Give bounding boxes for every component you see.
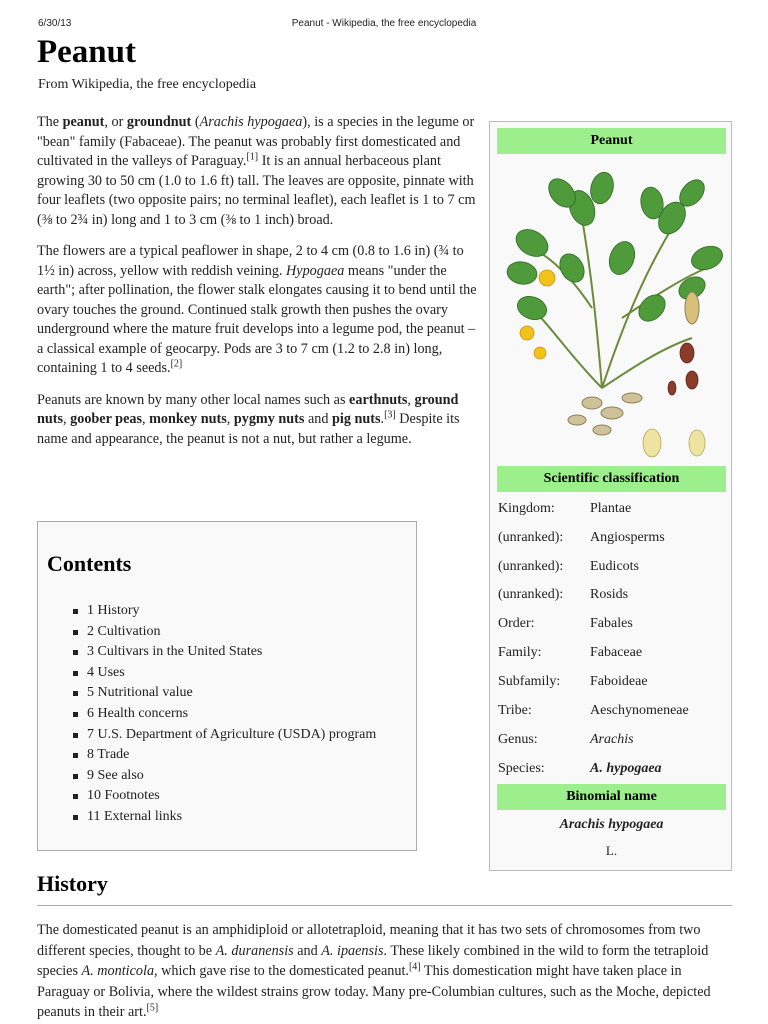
toc-item[interactable]: 4 Uses	[73, 663, 376, 684]
article-intro	[37, 113, 477, 461]
table-of-contents	[37, 521, 417, 851]
taxon-link[interactable]: Arachis	[590, 732, 634, 747]
toc-list	[73, 601, 376, 828]
binomial-authority[interactable]: L.	[605, 843, 618, 858]
taxobox-title: Peanut	[497, 128, 726, 154]
term-peanut: peanut	[62, 114, 105, 130]
classification-row-tribe: Tribe: Aeschynomeneae	[497, 696, 726, 725]
reference-link[interactable]: [3]	[384, 409, 396, 421]
print-date: 6/30/13	[38, 18, 72, 29]
toc-item[interactable]: 2 Cultivation	[73, 622, 376, 643]
taxon-link[interactable]: Plantae	[590, 501, 632, 516]
section-divider	[37, 905, 732, 906]
intro-paragraph-2: The flowers are a typical peaflower in shape, 2 to 4 cm (0.8 to 1.6 in) (¾ to 1½ in) across, yellow with reddish veining. Hypogaea means "under the earth"; after pollination, the flower stalk elongates causing it to bend until the ovary touches the ground. Continued stalk growth then pushes the ovary underground where the mature fruit develops into a legume pod, the peanut – a classical example of geocarpy. Pods are 3 to 7 cm (1.2 to 2.8 in) long, containing 1 to 4 seeds.[2]	[37, 243, 477, 376]
section-heading-history: History	[37, 871, 108, 896]
taxon-link[interactable]: Rosids	[590, 587, 629, 602]
classification-row-kingdom: Kingdom: Plantae	[497, 494, 726, 523]
toc-item[interactable]: 9 See also	[73, 766, 376, 787]
classification-row-unranked: (unranked): Rosids	[497, 580, 726, 609]
toc-item[interactable]: 8 Trade	[73, 745, 376, 766]
scientific-classification-header: Scientific classification	[497, 466, 726, 492]
toc-item[interactable]: 10 Footnotes	[73, 786, 376, 807]
classification-row-unranked: (unranked): Eudicots	[497, 552, 726, 581]
toc-item[interactable]: 5 Nutritional value	[73, 683, 376, 704]
binomial-name: Arachis hypogaea	[559, 817, 664, 832]
species-name: A. hypogaea	[590, 761, 662, 776]
peanut-plant-illustration[interactable]	[502, 158, 724, 463]
toc-item[interactable]: 11 External links	[73, 807, 376, 828]
classification-row-unranked: (unranked): Angiosperms	[497, 523, 726, 552]
reference-link[interactable]: [5]	[146, 1002, 159, 1014]
term-groundnut: groundnut	[126, 114, 192, 130]
article-title: Peanut	[37, 34, 136, 70]
article-subtitle: From Wikipedia, the free encyclopedia	[38, 77, 257, 92]
taxon-link[interactable]: Aeschynomeneae	[590, 703, 689, 718]
taxon-link[interactable]: Eudicots	[590, 559, 639, 574]
classification-row-genus: Genus: Arachis	[497, 725, 726, 754]
print-page-title: Peanut - Wikipedia, the free encyclopedia	[291, 18, 477, 29]
intro-paragraph-3: Peanuts are known by many other local names such as earthnuts, ground nuts, goober peas, monkey nuts, pygmy nuts and pig nuts.[3] Despite its name and appearance, the peanut is not a nut, but rather a legume.	[37, 391, 460, 447]
intro-paragraph-1: The peanut, or groundnut (Arachis hypogaea), is a species in the legume or "bean" family (Fabaceae). The peanut was probably first domesticated and cultivated in the valleys of Paraguay.[1] It is an annual herbaceous plant growing 30 to 50 cm (1.0 to 1.6 ft) tall. The leaves are opposite, pinnate with four leaflets (two opposite pairs; no terminal leaflet), each leaflet is 1 to 7 cm (⅜ to 2¾ in) long and 1 to 3 cm (⅜ to 1 inch) broad.	[37, 114, 476, 228]
history-paragraph: The domesticated peanut is an amphidiploid or allotetraploid, meaning that it has two sets of chromosomes from two different species, thought to be A. duranensis and A. ipaensis. These likely combined in the wild to form the tetraploid species A. monticola, which gave rise to the domesticated peanut.[4] This domestication might have taken place in Paraguay or Bolivia, where the wildest strains grow today. Many pre-Columbian cultures, such as the Moche, depicted peanuts in their art.[5]	[37, 922, 711, 1020]
binomial-name-header: Binomial name	[497, 784, 726, 810]
reference-link[interactable]: [2]	[170, 358, 183, 370]
classification-row-order: Order: Fabales	[497, 609, 726, 638]
toc-item[interactable]: 1 History	[73, 601, 376, 622]
classification-row-subfamily: Subfamily: Faboideae	[497, 667, 726, 696]
binomial-ref: Arachis hypogaea	[199, 114, 303, 130]
toc-title: Contents	[47, 551, 132, 576]
classification-row-family: Family: Fabaceae	[497, 638, 726, 667]
reference-link[interactable]: [4]	[408, 961, 421, 973]
taxon-link[interactable]: Faboideae	[590, 674, 648, 689]
reference-link[interactable]: [1]	[246, 151, 259, 163]
classification-row-species: Species: A. hypogaea	[498, 761, 662, 776]
toc-item[interactable]: 3 Cultivars in the United States	[73, 642, 376, 663]
toc-item[interactable]: 6 Health concerns	[73, 704, 376, 725]
taxon-link[interactable]: Fabales	[590, 616, 633, 631]
taxon-link[interactable]: Fabaceae	[590, 645, 643, 660]
taxon-link[interactable]: Angiosperms	[590, 530, 665, 545]
taxobox	[489, 121, 732, 871]
toc-item[interactable]: 7 U.S. Department of Agriculture (USDA) program	[73, 725, 376, 746]
